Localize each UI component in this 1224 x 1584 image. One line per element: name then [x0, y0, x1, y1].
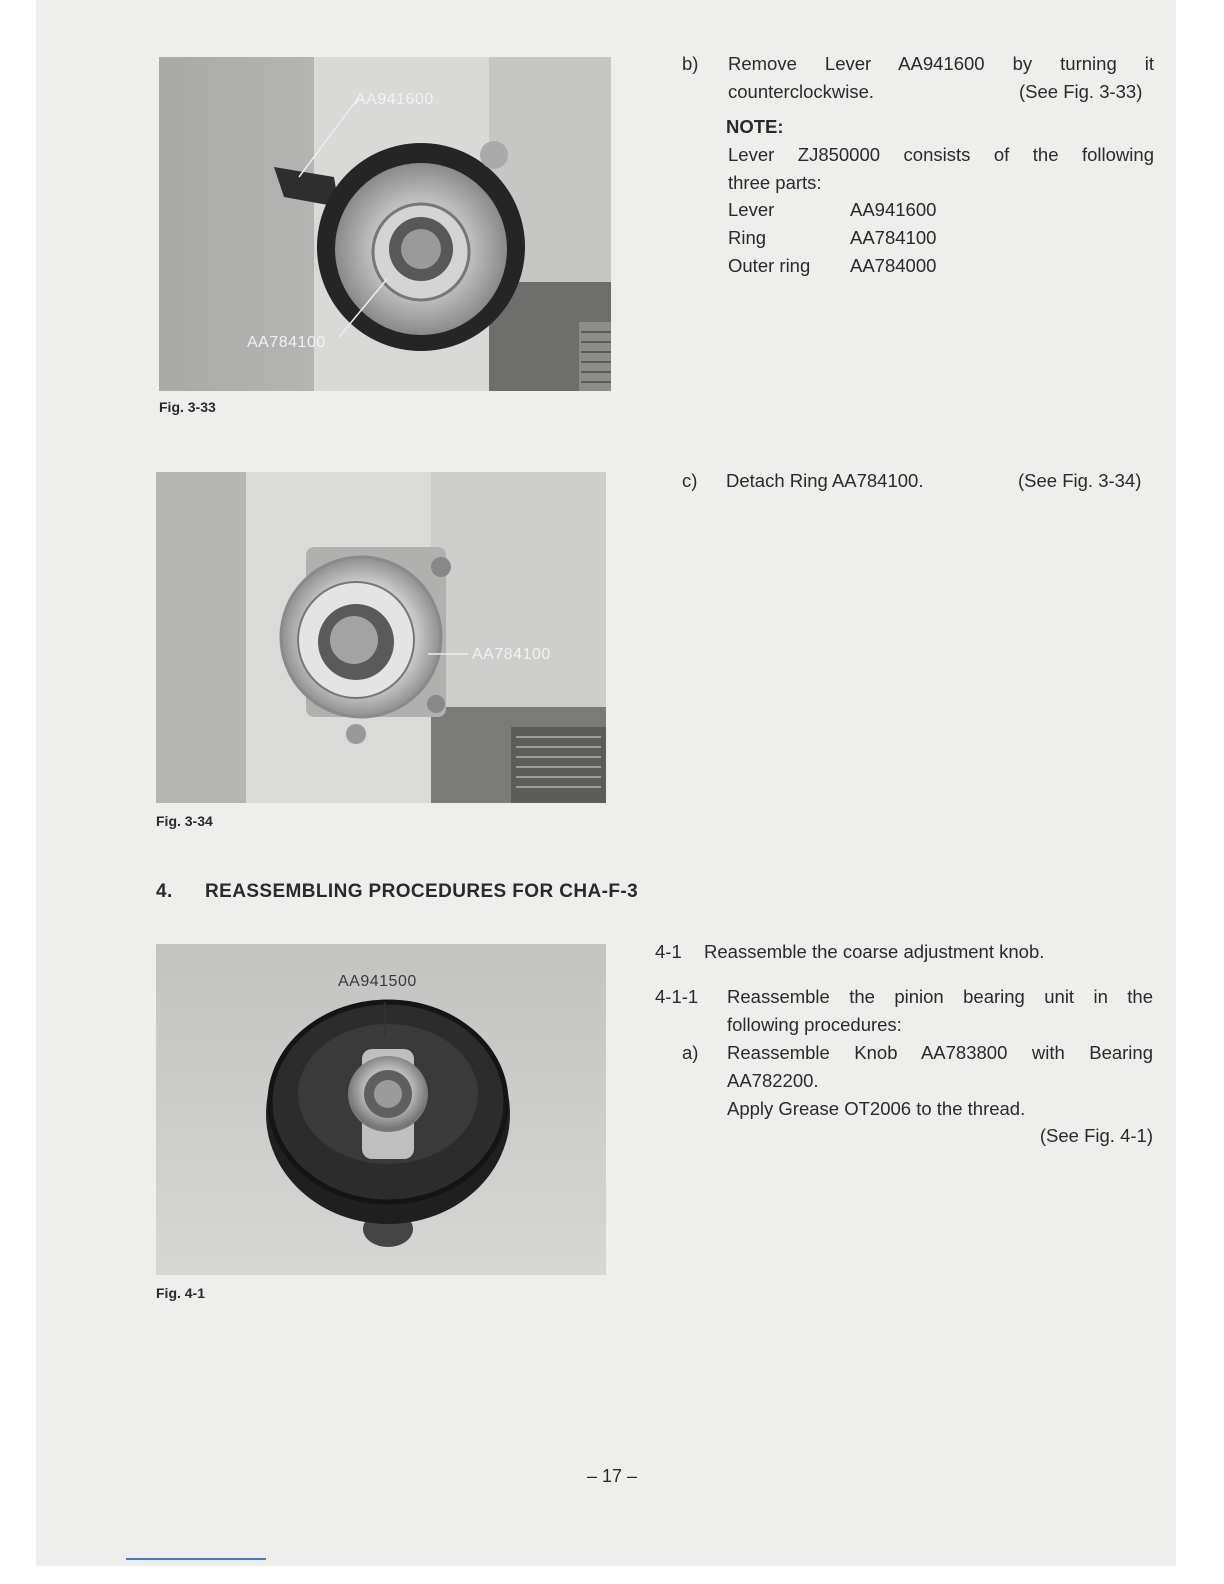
note-line1: Lever ZJ850000 consists of the following — [728, 144, 1154, 165]
step-a-line2: AA782200. — [727, 1070, 819, 1091]
part-name: Outer ring — [728, 255, 811, 276]
callout-aa784100: AA784100 — [247, 334, 326, 351]
photo-fig-3-33 — [159, 57, 611, 391]
part-name: Lever — [728, 199, 775, 220]
callout-aa784100: AA784100 — [472, 646, 551, 663]
part-name: Ring — [728, 227, 767, 248]
step-b-ref: (See Fig. 3-33) — [1019, 81, 1143, 102]
photo-fig-4-1 — [156, 944, 606, 1275]
step-c-marker: c) — [682, 470, 698, 491]
step-a-ref: (See Fig. 4-1) — [1039, 1125, 1153, 1146]
note-heading: NOTE: — [726, 116, 784, 137]
step-a-line1: Reassemble Knob AA783800 with Bearing — [727, 1042, 1153, 1063]
step-b-marker: b) — [682, 53, 699, 74]
step-4-1-marker: 4-1 — [655, 941, 682, 962]
blue-underline-mark — [126, 1558, 266, 1560]
part-code: AA784100 — [850, 227, 937, 248]
page-number: – 17 – — [586, 1466, 638, 1486]
caption-fig-3-33: Fig. 3-33 — [159, 399, 216, 415]
step-4-1-1-line2: following procedures: — [727, 1014, 902, 1035]
step-4-1-1-marker: 4-1-1 — [655, 986, 699, 1007]
step-c-ref: (See Fig. 3-34) — [1018, 470, 1142, 491]
note-line2: three parts: — [728, 172, 822, 193]
part-code: AA784000 — [850, 255, 937, 276]
part-code: AA941600 — [850, 199, 937, 220]
callout-aa941600: AA941600 — [355, 91, 434, 108]
step-4-1-text: Reassemble the coarse adjustment knob. — [704, 941, 1045, 962]
caption-fig-3-34: Fig. 3-34 — [156, 813, 213, 829]
caption-fig-4-1: Fig. 4-1 — [156, 1285, 206, 1301]
callout-aa941500: AA941500 — [338, 973, 417, 990]
step-a-marker: a) — [682, 1042, 699, 1063]
section-title: REASSEMBLING PROCEDURES FOR CHA-F-3 — [205, 881, 639, 902]
step-4-1-1-line1: Reassemble the pinion bearing unit in the — [727, 986, 1153, 1007]
step-c-text: Detach Ring AA784100. — [726, 470, 924, 491]
photo-fig-3-34 — [156, 472, 606, 803]
step-a-line3: Apply Grease OT2006 to the thread. — [727, 1098, 1026, 1119]
step-b-line2: counterclockwise. — [728, 81, 875, 102]
section-number: 4. — [156, 881, 173, 902]
step-b-line1: Remove Lever AA941600 by turning it — [728, 53, 1154, 74]
